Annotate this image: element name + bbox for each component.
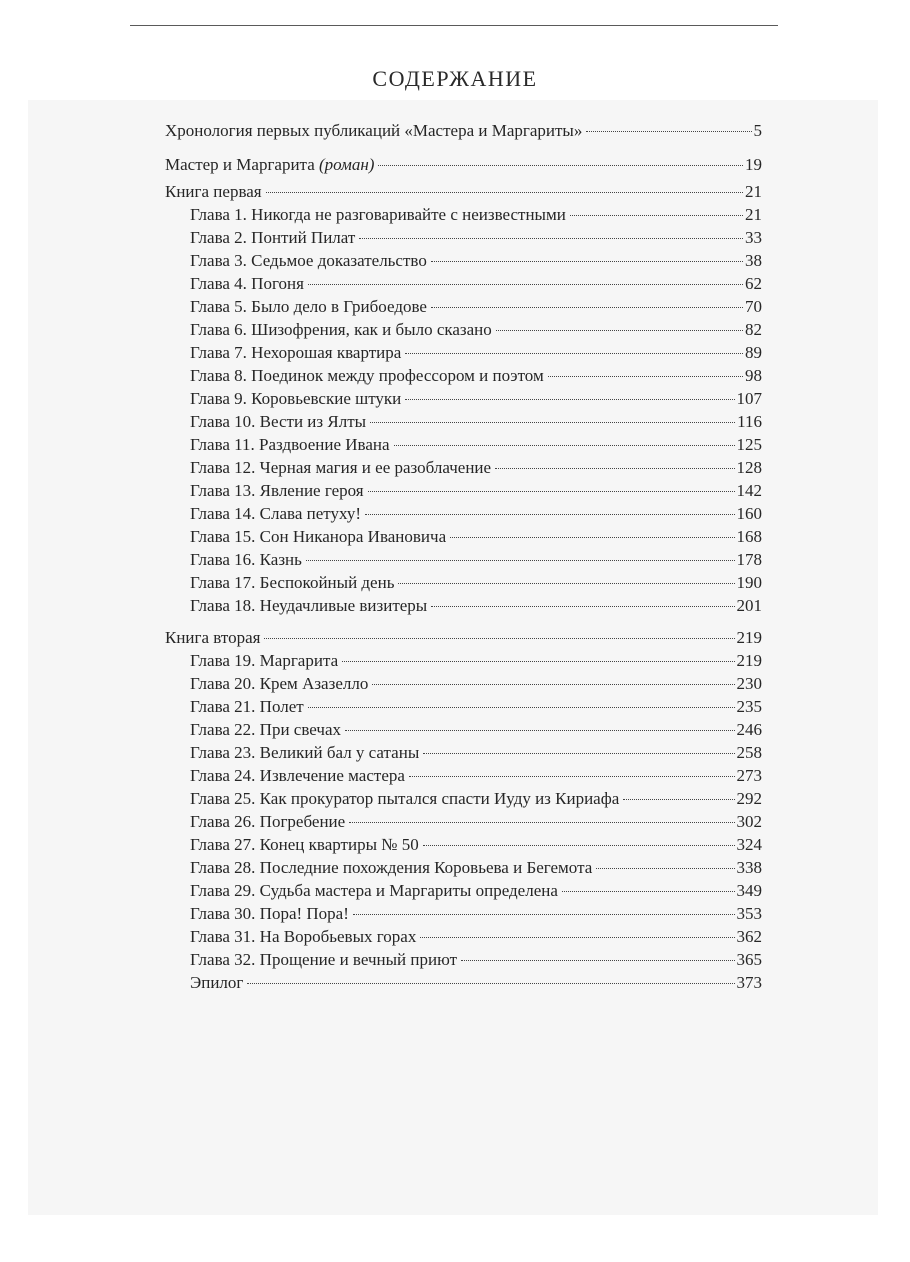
toc-entry-label: Глава 2. Понтий Пилат <box>190 228 356 247</box>
toc-entry-label: Глава 23. Великий бал у сатаны <box>190 743 420 762</box>
toc-entry-label: Глава 14. Слава петуху! <box>190 504 362 523</box>
toc-entry-chapter[interactable] <box>190 548 762 571</box>
toc-entry-page: 365 <box>736 950 762 969</box>
toc-entry-label: Глава 22. При свечах <box>190 720 341 739</box>
toc-entry-page: 98 <box>745 366 762 385</box>
toc-entry-chapter[interactable] <box>190 787 762 810</box>
toc-entry-page: 219 <box>736 628 762 647</box>
dot-leader <box>308 706 735 708</box>
toc-entry-page: 373 <box>736 973 762 992</box>
toc-entry-page: 19 <box>745 155 762 174</box>
dot-leader <box>372 683 734 685</box>
toc-entry-chapter[interactable] <box>190 672 762 695</box>
toc-entry-book-two[interactable] <box>165 626 762 649</box>
dot-leader <box>368 490 735 492</box>
dot-leader <box>623 798 734 800</box>
dot-leader <box>420 936 734 938</box>
toc-entry-chapter[interactable] <box>190 948 762 971</box>
toc-entry-label: Глава 13. Явление героя <box>190 481 364 500</box>
toc-entry-label: Глава 25. Как прокуратор пытался спасти Иуду из Кириафа <box>190 789 620 808</box>
toc-entry-page: 201 <box>736 596 762 615</box>
dot-leader <box>496 329 743 331</box>
toc-entry-page: 5 <box>753 121 762 140</box>
dot-leader <box>308 283 743 285</box>
toc-entry-chapter[interactable] <box>190 925 762 948</box>
toc-entry-label: Глава 27. Конец квартиры № 50 <box>190 835 419 854</box>
toc-entry-label: Мастер и Маргарита (роман) <box>165 155 375 174</box>
dot-leader <box>495 467 734 469</box>
toc-entry-label: Книга вторая <box>165 628 261 647</box>
toc-entry-label: Глава 19. Маргарита <box>190 651 339 670</box>
toc-entry-page: 178 <box>736 550 762 569</box>
toc-entry-page: 338 <box>736 858 762 877</box>
toc-entry-epilogue[interactable] <box>190 971 762 994</box>
toc-entry-page: 125 <box>736 435 762 454</box>
toc-entry-chapter[interactable] <box>190 741 762 764</box>
toc-entry-chapter[interactable] <box>190 764 762 787</box>
toc-entry-label: Глава 21. Полет <box>190 697 304 716</box>
dot-leader <box>405 398 734 400</box>
dot-leader <box>370 421 735 423</box>
toc-entry-page: 302 <box>736 812 762 831</box>
toc-entry-chapter[interactable] <box>190 594 762 617</box>
toc-entry-chapter[interactable] <box>190 718 762 741</box>
toc-entry-label: Глава 16. Казнь <box>190 550 302 569</box>
toc-entry-page: 353 <box>736 904 762 923</box>
dot-leader <box>349 821 734 823</box>
dot-leader <box>596 867 734 869</box>
toc-entry-chapter[interactable] <box>190 341 762 364</box>
toc-entry-chapter[interactable] <box>190 902 762 925</box>
toc-entry-page: 107 <box>736 389 762 408</box>
toc-entry-label: Глава 12. Черная магия и ее разоблачение <box>190 458 492 477</box>
toc-entry-page: 219 <box>736 651 762 670</box>
dot-leader <box>431 260 743 262</box>
toc-entry-page: 273 <box>736 766 762 785</box>
toc-entry-label: Глава 26. Погребение <box>190 812 346 831</box>
dot-leader <box>409 775 735 777</box>
toc-entry-page: 190 <box>736 573 762 592</box>
toc-entry-chapter[interactable] <box>190 833 762 856</box>
toc-entry-label: Глава 29. Судьба мастера и Маргариты определена <box>190 881 558 900</box>
dot-leader <box>431 605 734 607</box>
toc-entry-chapter[interactable] <box>190 226 762 249</box>
dot-leader <box>423 752 734 754</box>
dot-leader <box>394 444 735 446</box>
toc-entry-chapter[interactable] <box>190 649 762 672</box>
toc-entry-chapter[interactable] <box>190 502 762 525</box>
dot-leader <box>586 130 751 132</box>
toc-entry-page: 230 <box>736 674 762 693</box>
toc-entry-chapter[interactable] <box>190 272 762 295</box>
toc-entry-chapter[interactable] <box>190 856 762 879</box>
toc-entry-page: 82 <box>745 320 762 339</box>
toc-entry-label: Глава 24. Извлечение мастера <box>190 766 405 785</box>
toc-entry-label: Глава 9. Коровьевские штуки <box>190 389 402 408</box>
dot-leader <box>450 536 734 538</box>
toc-entry-chapter[interactable] <box>190 525 762 548</box>
toc-entry-label: Глава 20. Крем Азазелло <box>190 674 369 693</box>
dot-leader <box>359 237 743 239</box>
toc-entry-label: Глава 5. Было дело в Грибоедове <box>190 297 427 316</box>
toc-entry-chapter[interactable] <box>190 387 762 410</box>
toc-entry-label: Глава 3. Седьмое доказательство <box>190 251 427 270</box>
toc-entry-page: 246 <box>736 720 762 739</box>
toc-entry-label: Глава 28. Последние похождения Коровьева и Бегемота <box>190 858 593 877</box>
toc-entry-page: 21 <box>745 205 762 224</box>
toc-entry-label: Глава 15. Сон Никанора Ивановича <box>190 527 447 546</box>
toc-entry-page: 362 <box>736 927 762 946</box>
dot-leader <box>365 513 734 515</box>
toc-entry-page: 258 <box>736 743 762 762</box>
toc-entry-page: 62 <box>745 274 762 293</box>
toc-entry-chapter[interactable] <box>190 249 762 272</box>
dot-leader <box>562 890 735 892</box>
toc-entry-label: Глава 7. Нехорошая квартира <box>190 343 402 362</box>
toc-entry-chapter[interactable] <box>190 479 762 502</box>
toc-entry-chapter[interactable] <box>190 295 762 318</box>
dot-leader <box>342 660 734 662</box>
toc-entry-chapter[interactable] <box>190 433 762 456</box>
toc-entry-novel[interactable] <box>165 153 762 176</box>
toc-entry-chapter[interactable] <box>190 571 762 594</box>
toc-entry-label: Хронология первых публикаций «Мастера и Маргариты» <box>165 121 583 140</box>
toc-entry-label: Глава 17. Беспокойный день <box>190 573 395 592</box>
toc-entry-label: Глава 10. Вести из Ялты <box>190 412 367 431</box>
toc-entry-chronology[interactable] <box>165 119 762 142</box>
dot-leader <box>405 352 743 354</box>
toc-entry-chapter[interactable] <box>190 456 762 479</box>
toc-entry-page: 70 <box>745 297 762 316</box>
dot-leader <box>266 191 743 193</box>
toc-entry-label: Эпилог <box>190 973 244 992</box>
toc-entry-page: 116 <box>737 412 762 431</box>
dot-leader <box>431 306 743 308</box>
toc-entry-label: Глава 11. Раздвоение Ивана <box>190 435 390 454</box>
dot-leader <box>398 582 734 584</box>
toc-entry-page: 89 <box>745 343 762 362</box>
toc-entry-chapter[interactable] <box>190 318 762 341</box>
toc-entry-book-one[interactable] <box>165 180 762 203</box>
toc-entry-chapter[interactable] <box>190 695 762 718</box>
toc-entry-page: 38 <box>745 251 762 270</box>
toc-entry-label: Глава 4. Погоня <box>190 274 304 293</box>
dot-leader <box>461 959 735 961</box>
toc-entry-chapter[interactable] <box>190 364 762 387</box>
toc-entry-label-italic: (роман) <box>319 155 375 174</box>
toc-entry-label: Глава 8. Поединок между профессором и поэтом <box>190 366 544 385</box>
toc-entry-page: 128 <box>736 458 762 477</box>
dot-leader <box>548 375 743 377</box>
toc-entry-chapter[interactable] <box>190 203 762 226</box>
toc-entry-label: Глава 30. Пора! Пора! <box>190 904 349 923</box>
toc-entry-chapter[interactable] <box>190 879 762 902</box>
toc-entry-page: 324 <box>736 835 762 854</box>
dot-leader <box>345 729 735 731</box>
toc-entry-label: Глава 1. Никогда не разговаривайте с неизвестными <box>190 205 566 224</box>
toc-entry-chapter[interactable] <box>190 810 762 833</box>
toc-entry-label: Книга первая <box>165 182 262 201</box>
toc-entry-page: 235 <box>736 697 762 716</box>
toc-entry-page: 160 <box>736 504 762 523</box>
page-title: СОДЕРЖАНИЕ <box>372 66 538 91</box>
dot-leader <box>378 164 743 166</box>
toc-entry-page: 33 <box>745 228 762 247</box>
dot-leader <box>570 214 743 216</box>
toc-entry-label: Глава 32. Прощение и вечный приют <box>190 950 457 969</box>
toc-entry-page: 292 <box>736 789 762 808</box>
dot-leader <box>264 637 734 639</box>
dot-leader <box>353 913 735 915</box>
dot-leader <box>423 844 735 846</box>
toc-entry-label: Глава 6. Шизофрения, как и было сказано <box>190 320 492 339</box>
toc-entry-label: Глава 18. Неудачливые визитеры <box>190 596 428 615</box>
toc-entry-page: 168 <box>736 527 762 546</box>
toc-entry-label: Глава 31. На Воробьевых горах <box>190 927 417 946</box>
toc-entry-chapter[interactable] <box>190 410 762 433</box>
dot-leader <box>306 559 735 561</box>
toc-entry-page: 142 <box>736 481 762 500</box>
dot-leader <box>247 982 734 984</box>
toc-entry-page: 21 <box>745 182 762 201</box>
toc-entry-page: 349 <box>736 881 762 900</box>
